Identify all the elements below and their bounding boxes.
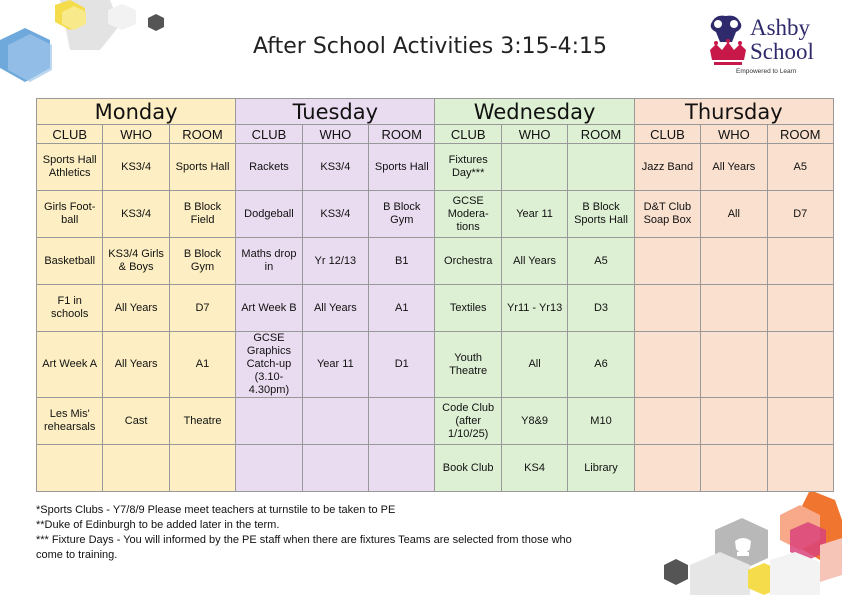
tuesday-who-cell bbox=[302, 398, 368, 445]
monday-who-cell: Cast bbox=[103, 398, 169, 445]
thursday-room-cell bbox=[767, 238, 833, 285]
thursday-room-cell: D7 bbox=[767, 191, 833, 238]
thursday-who-cell bbox=[701, 445, 767, 492]
thursday-who-cell bbox=[701, 285, 767, 332]
wednesday-club-cell: Fixtures Day*** bbox=[435, 144, 501, 191]
wednesday-who-cell: Year 11 bbox=[501, 191, 567, 238]
monday-club-cell: Sports Hall Athletics bbox=[37, 144, 103, 191]
wednesday-who-cell: All Years bbox=[501, 238, 567, 285]
thursday-club-cell bbox=[634, 332, 700, 398]
tuesday-who-cell bbox=[302, 445, 368, 492]
tuesday-club-cell: Maths drop in bbox=[236, 238, 302, 285]
thursday-club-cell: D&T Club Soap Box bbox=[634, 191, 700, 238]
wednesday-room-cell: M10 bbox=[568, 398, 634, 445]
tuesday-club-cell bbox=[236, 398, 302, 445]
wednesday-room-cell: B Block Sports Hall bbox=[568, 191, 634, 238]
logo-name bbox=[750, 16, 814, 64]
monday-who-cell: KS3/4 bbox=[103, 191, 169, 238]
column-header-who: WHO bbox=[103, 125, 169, 144]
footnote: *Sports Clubs - Y7/8/9 Please meet teachers at turnstile to be taken to PE bbox=[36, 504, 396, 516]
thursday-room-cell bbox=[767, 445, 833, 492]
tuesday-who-cell: KS3/4 bbox=[302, 144, 368, 191]
monday-room-cell: D7 bbox=[169, 285, 235, 332]
column-header-room: ROOM bbox=[767, 125, 833, 144]
column-header-club: CLUB bbox=[634, 125, 700, 144]
footnote: **Duke of Edinburgh to be added later in the term. bbox=[36, 519, 280, 531]
thursday-club-cell bbox=[634, 445, 700, 492]
wednesday-room-cell: Library bbox=[568, 445, 634, 492]
footnotes bbox=[36, 503, 576, 563]
thursday-who-cell bbox=[701, 238, 767, 285]
day-header-thursday: Thursday bbox=[634, 99, 833, 125]
tuesday-who-cell: All Years bbox=[302, 285, 368, 332]
column-header-club: CLUB bbox=[37, 125, 103, 144]
wednesday-who-cell: KS4 bbox=[501, 445, 567, 492]
column-header-who: WHO bbox=[701, 125, 767, 144]
monday-who-cell: KS3/4 bbox=[103, 144, 169, 191]
wednesday-room-cell: D3 bbox=[568, 285, 634, 332]
table-row bbox=[37, 398, 834, 445]
thursday-club-cell: Jazz Band bbox=[634, 144, 700, 191]
ram-crest-icon bbox=[706, 12, 752, 70]
thursday-room-cell bbox=[767, 332, 833, 398]
monday-club-cell: Basketball bbox=[37, 238, 103, 285]
monday-club-cell: Art Week A bbox=[37, 332, 103, 398]
day-header-monday: Monday bbox=[37, 99, 236, 125]
page-title: After School Activities 3:15-4:15 bbox=[253, 34, 607, 59]
monday-room-cell: Sports Hall bbox=[169, 144, 235, 191]
tuesday-club-cell: Art Week B bbox=[236, 285, 302, 332]
monday-room-cell: B Block Field bbox=[169, 191, 235, 238]
monday-club-cell: F1 in schools bbox=[37, 285, 103, 332]
wednesday-club-cell: Orchestra bbox=[435, 238, 501, 285]
wednesday-club-cell: Code Club (after 1/10/25) bbox=[435, 398, 501, 445]
logo-tagline: Empowered to Learn bbox=[736, 68, 797, 75]
thursday-who-cell bbox=[701, 332, 767, 398]
tuesday-who-cell: Yr 12/13 bbox=[302, 238, 368, 285]
monday-club-cell: Les Mis' rehearsals bbox=[37, 398, 103, 445]
thursday-who-cell: All bbox=[701, 191, 767, 238]
table-row bbox=[37, 285, 834, 332]
monday-room-cell: Theatre bbox=[169, 398, 235, 445]
thursday-room-cell bbox=[767, 285, 833, 332]
monday-club-cell: Girls Foot-ball bbox=[37, 191, 103, 238]
thursday-club-cell bbox=[634, 398, 700, 445]
tuesday-who-cell: Year 11 bbox=[302, 332, 368, 398]
wednesday-who-cell bbox=[501, 144, 567, 191]
hexagon-decoration-top-left bbox=[0, 0, 170, 95]
column-header-who: WHO bbox=[302, 125, 368, 144]
tuesday-room-cell: A1 bbox=[369, 285, 435, 332]
wednesday-club-cell: GCSE Modera-tions bbox=[435, 191, 501, 238]
tuesday-room-cell bbox=[369, 398, 435, 445]
tuesday-club-cell: GCSE Graphics Catch-up (3.10-4.30pm) bbox=[236, 332, 302, 398]
wednesday-room-cell: A6 bbox=[568, 332, 634, 398]
tuesday-room-cell bbox=[369, 445, 435, 492]
thursday-who-cell: All Years bbox=[701, 144, 767, 191]
wednesday-club-cell: Textiles bbox=[435, 285, 501, 332]
monday-who-cell: KS3/4 Girls & Boys bbox=[103, 238, 169, 285]
tuesday-room-cell: D1 bbox=[369, 332, 435, 398]
tuesday-room-cell: B Block Gym bbox=[369, 191, 435, 238]
thursday-who-cell bbox=[701, 398, 767, 445]
tuesday-club-cell bbox=[236, 445, 302, 492]
wednesday-room-cell: A5 bbox=[568, 238, 634, 285]
table-row bbox=[37, 144, 834, 191]
monday-room-cell: A1 bbox=[169, 332, 235, 398]
school-logo bbox=[700, 12, 830, 82]
monday-who-cell: All Years bbox=[103, 285, 169, 332]
school-crest-icon bbox=[730, 535, 756, 561]
wednesday-who-cell: Yr11 - Yr13 bbox=[501, 285, 567, 332]
footnote: *** Fixture Days - You will informed by the PE staff when there are fixtures Teams are selected from those who come to training. bbox=[36, 534, 572, 561]
tuesday-club-cell: Dodgeball bbox=[236, 191, 302, 238]
wednesday-who-cell: All bbox=[501, 332, 567, 398]
day-header-tuesday: Tuesday bbox=[236, 99, 435, 125]
thursday-room-cell bbox=[767, 398, 833, 445]
wednesday-who-cell: Y8&9 bbox=[501, 398, 567, 445]
table-row bbox=[37, 238, 834, 285]
wednesday-club-cell: Book Club bbox=[435, 445, 501, 492]
logo-name-line2: School bbox=[750, 39, 814, 64]
thursday-club-cell bbox=[634, 285, 700, 332]
wednesday-room-cell bbox=[568, 144, 634, 191]
day-header-wednesday: Wednesday bbox=[435, 99, 634, 125]
column-header-club: CLUB bbox=[236, 125, 302, 144]
tuesday-room-cell: B1 bbox=[369, 238, 435, 285]
monday-who-cell: All Years bbox=[103, 332, 169, 398]
tuesday-club-cell: Rackets bbox=[236, 144, 302, 191]
tuesday-room-cell: Sports Hall bbox=[369, 144, 435, 191]
monday-room-cell bbox=[169, 445, 235, 492]
wednesday-club-cell: Youth Theatre bbox=[435, 332, 501, 398]
column-header-club: CLUB bbox=[435, 125, 501, 144]
column-header-room: ROOM bbox=[369, 125, 435, 144]
column-header-room: ROOM bbox=[169, 125, 235, 144]
column-header-room: ROOM bbox=[568, 125, 634, 144]
monday-room-cell: B Block Gym bbox=[169, 238, 235, 285]
tuesday-who-cell: KS3/4 bbox=[302, 191, 368, 238]
monday-club-cell bbox=[37, 445, 103, 492]
table-row bbox=[37, 191, 834, 238]
logo-name-line1: Ashby bbox=[750, 15, 811, 40]
thursday-room-cell: A5 bbox=[767, 144, 833, 191]
monday-who-cell bbox=[103, 445, 169, 492]
table-row bbox=[37, 445, 834, 492]
thursday-club-cell bbox=[634, 238, 700, 285]
activities-table bbox=[36, 98, 834, 492]
table-row bbox=[37, 332, 834, 398]
column-header-who: WHO bbox=[501, 125, 567, 144]
